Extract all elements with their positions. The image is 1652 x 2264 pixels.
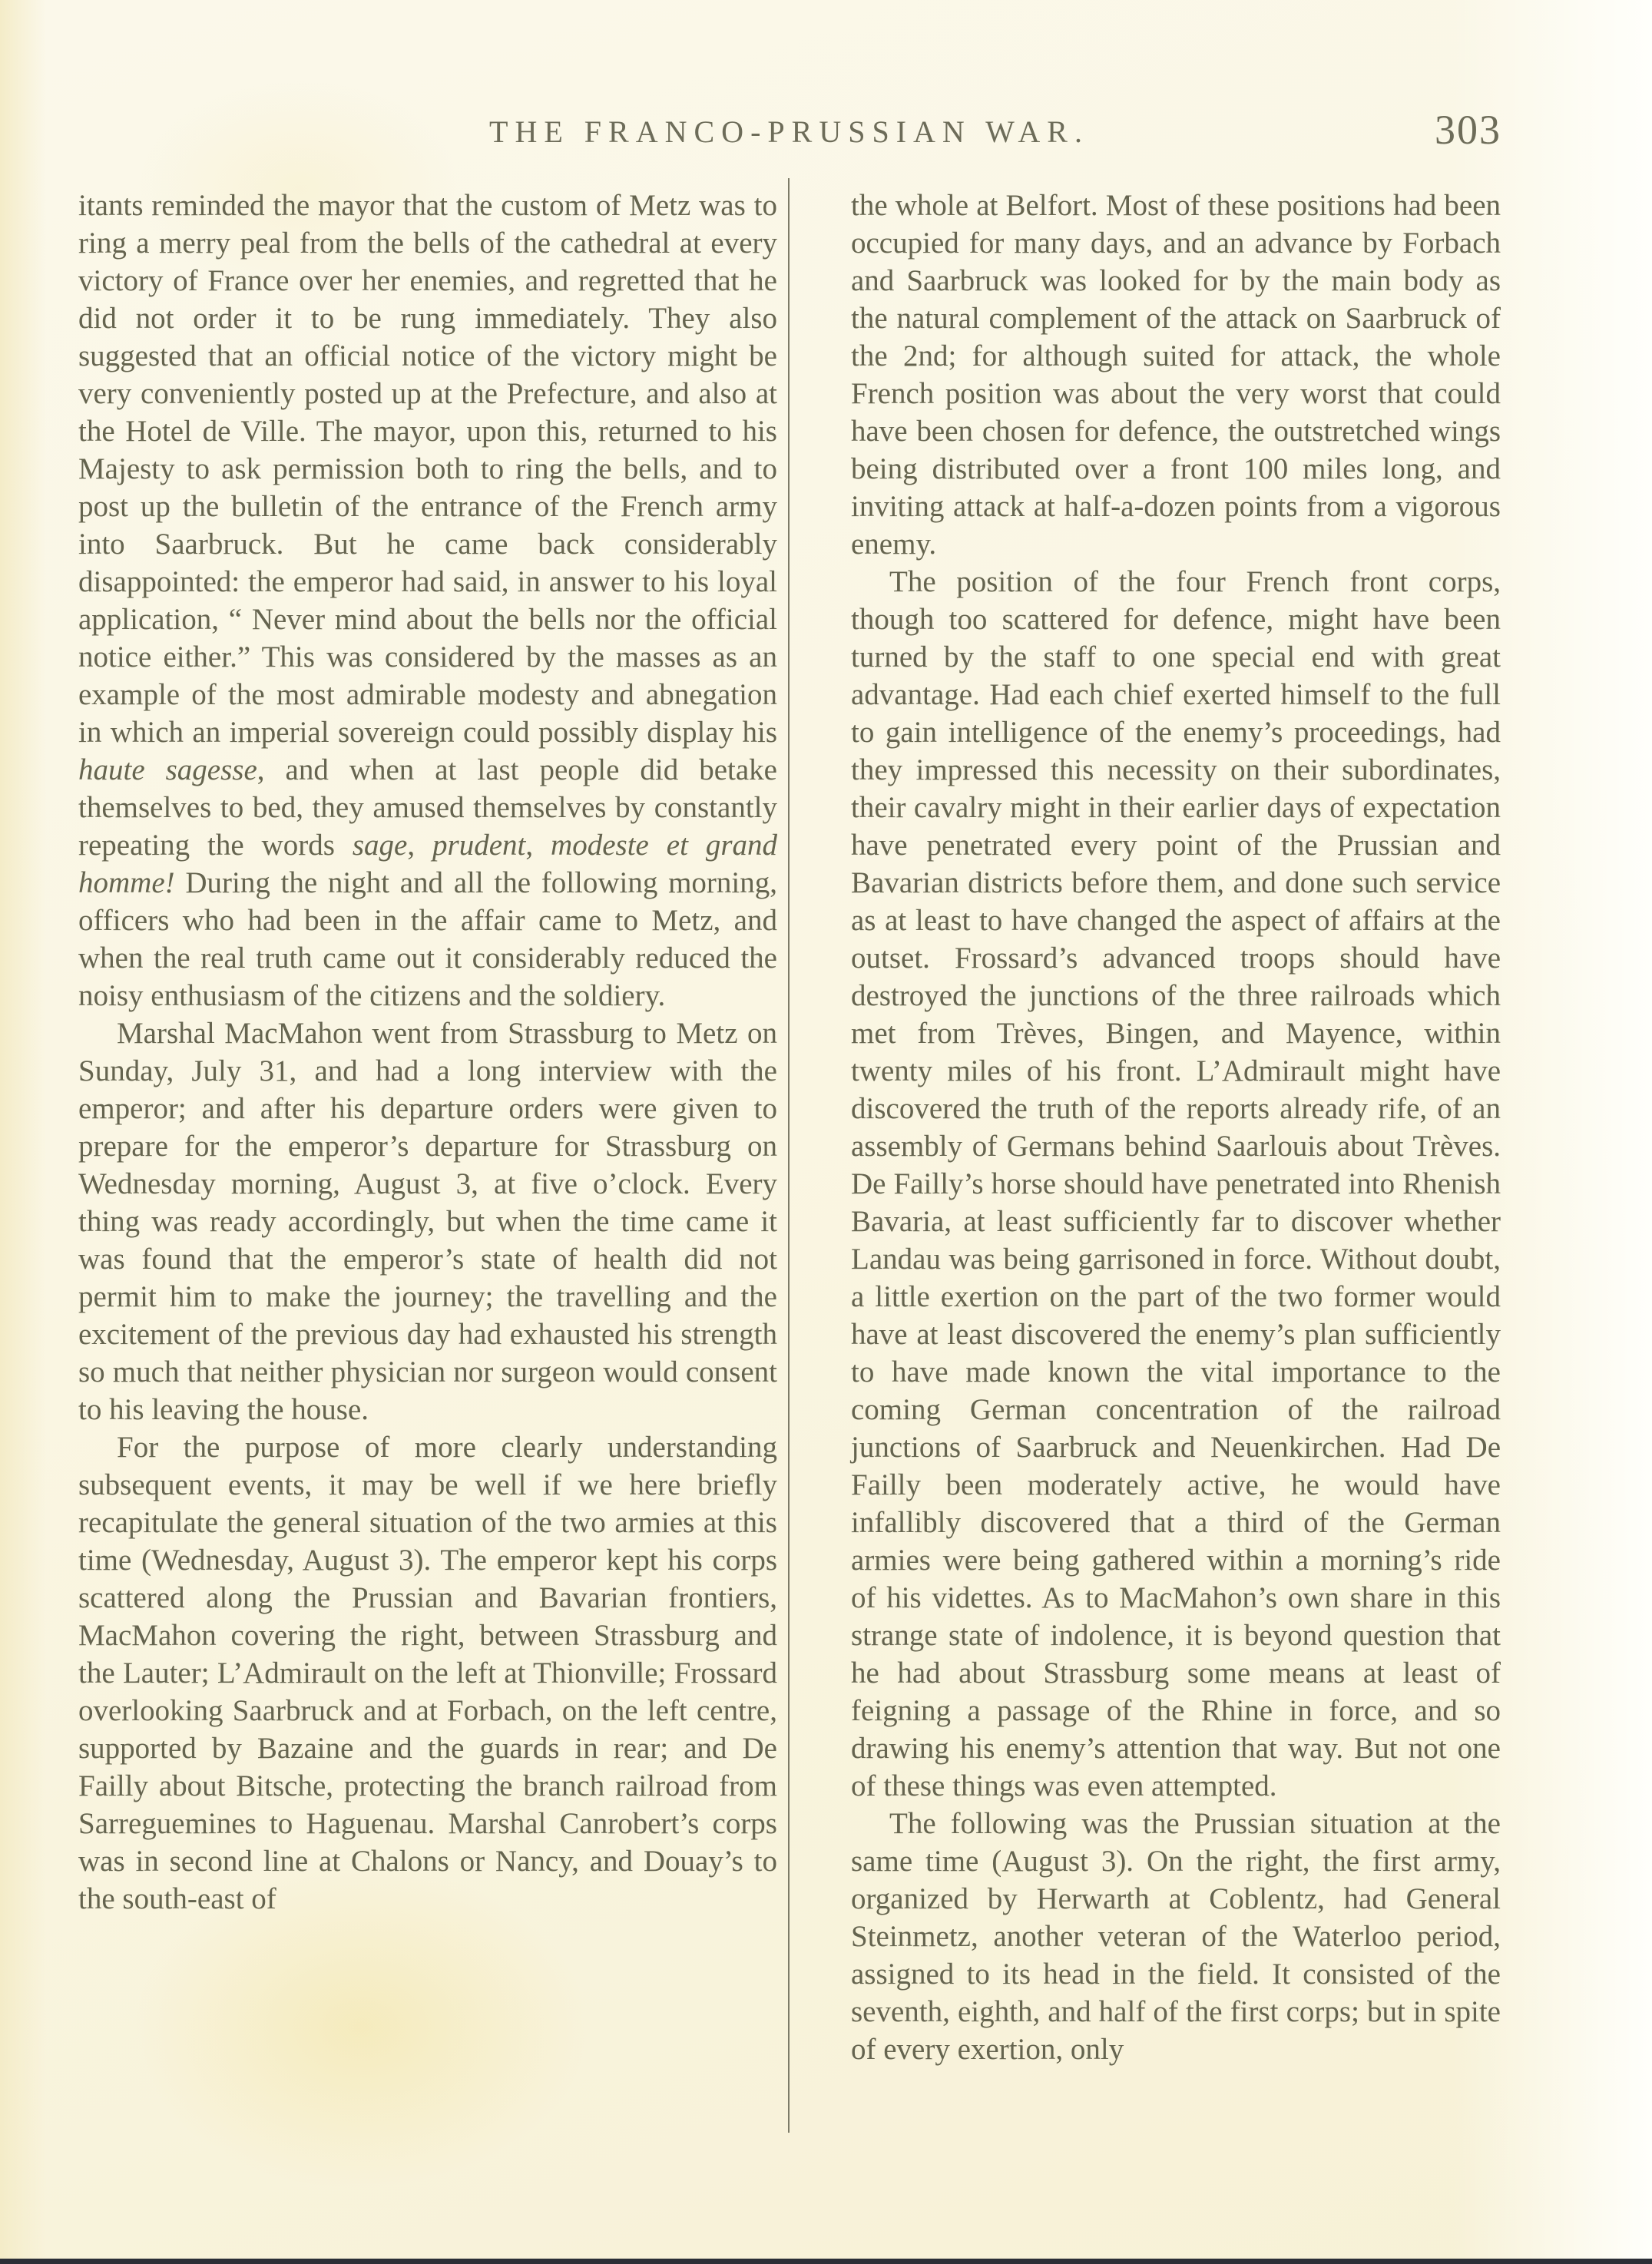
italic-text-run: haute sagesse [78, 753, 257, 786]
italic-text-run: prudent [432, 829, 526, 862]
text-column-right [851, 187, 1501, 2068]
paragraph [851, 1805, 1501, 2068]
page-number: 303 [1435, 107, 1501, 153]
paragraph [78, 1428, 777, 1918]
paragraph [851, 563, 1501, 1805]
text-run: Marshal MacMahon went from Strassburg to Metz on Sunday, July 31, and had a long interview with the emperor; and after his departure orders were given to prepare for the emperor’s departure for Strassburg on Wednesday morning, August 3, at five o’clock. Every thing was ready accordingly, but when the time came it was found that the emperor’s state of health did not permit him to make the journey; the travelling and the excitement of the previous day had exhausted his strength so much that neither physician nor surgeon would consent to his leaving the house. [78, 1017, 777, 1426]
text-run: , [525, 829, 551, 862]
text-run: During the night and all the following morning, officers who had been in the affair came to Metz, and when the real truth came out it considerably reduced the noisy enthusiasm of the citizens and the soldiery. [78, 866, 777, 1012]
running-head [77, 106, 1501, 152]
page-title: THE FRANCO-PRUSSIAN WAR. [489, 114, 1089, 149]
paragraph [78, 187, 777, 1014]
text-run: the whole at Belfort. Most of these positions had been occupied for many days, and an advance by Forbach and Saarbruck was looked for by the main body as the natural complement of the attack on Saarbruck of the 2nd; for although suited for attack, the whole French position was about the very worst that could have been chosen for defence, the outstretched wings being distributed over a front 100 miles long, and inviting attack at half-a-dozen points from a vigorous enemy. [851, 189, 1501, 561]
text-run: itants reminded the mayor that the custom of Metz was to ring a merry peal from the bells of the cathedral at every victory of France over her enemies, and regretted that he did not order it to be rung immediately. They also suggested that an official notice of the victory might be very conveniently posted up at the Prefecture, and also at the Hotel de Ville. The mayor, upon this, returned to his Majesty to ask permission both to ring the bells, and to post up the bulletin of the entrance of the French army into Saarbruck. But he came back considerably disappointed: the emperor had said, in answer to his loyal application, “ Never mind about the bells nor the official notice either.” This was considered by the masses as an example of the most admirable modesty and abnegation in which an imperial sovereign could possibly display his [78, 189, 777, 749]
text-run: For the purpose of more clearly understanding subsequent events, it may be well if we here briefly recapitulate the general situation of the two armies at this time (Wednesday, August 3). The emperor kept his corps scattered along the Prussian and Bavarian frontiers, MacMahon covering the right, between Strassburg and the Lauter; L’Admirault on the left at Thionville; Frossard overlooking Saarbruck and at Forbach, on the left centre, supported by Bazaine and the guards in rear; and De Failly about Bitsche, protecting the branch railroad from Sarreguemines to Haguenau. Marshal Canrobert’s corps was in second line at Chalons or Nancy, and Douay’s to the south-east of [78, 1431, 777, 1915]
text-column-left [78, 187, 777, 1918]
text-run: The position of the four French front corps, though too scattered for defence, might have been turned by the staff to one special end with great advantage. Had each chief exerted himself to the full to gain intelligence of the enemy’s proceedings, had they impressed this necessity on their subordinates, their cavalry might in their earlier days of expectation have penetrated every point of the Prussian and Bavarian districts before them, and done such service as at least to have changed the aspect of affairs at the outset. Frossard’s advanced troops should have destroyed the junctions of the three railroads which met from Trèves, Bingen, and Mayence, within twenty miles of his front. L’Admirault might have discovered the truth of the reports already rife, of an assembly of Germans behind Saarlouis about Trèves. De Failly’s horse should have penetrated into Rhenish Bavaria, at least sufficiently far to discover whether Landau was being garrisoned in force. Without doubt, a little exertion on the part of the two former would have at least discovered the enemy’s plan sufficiently to have made known the vital importance to the coming German concentration of the railroad junctions of Saarbruck and Neuenkirchen. Had De Failly been moderately active, he would have infallibly discovered that a third of the German armies were being gathered within a morning’s ride of his videttes. As to MacMahon’s own share in this strange state of indolence, it is beyond question that he had about Strassburg some means at least of feigning a passage of the Rhine in force, and so drawing his enemy’s attention that way. But not one of these things was even attempted. [851, 565, 1501, 1802]
paragraph [78, 1014, 777, 1428]
text-run: The following was the Prussian situation at the same time (August 3). On the right, the first army, organized by Herwarth at Coblentz, had General Steinmetz, another veteran of the Waterloo period, assigned to its head in the field. It consisted of the seventh, eighth, and half of the first corps; but in spite of every exertion, only [851, 1807, 1501, 2066]
text-run: , and when at last people did betake themselves to bed, they amused themselves by constantly repeating the words [78, 753, 777, 862]
italic-text-run: sage [352, 829, 408, 862]
paragraph [851, 187, 1501, 563]
scan-bottom-edge [0, 2259, 1652, 2264]
text-run: , [407, 829, 433, 862]
column-divider-rule [788, 178, 790, 2133]
italic-text-run: modeste et grand homme! [78, 829, 778, 899]
